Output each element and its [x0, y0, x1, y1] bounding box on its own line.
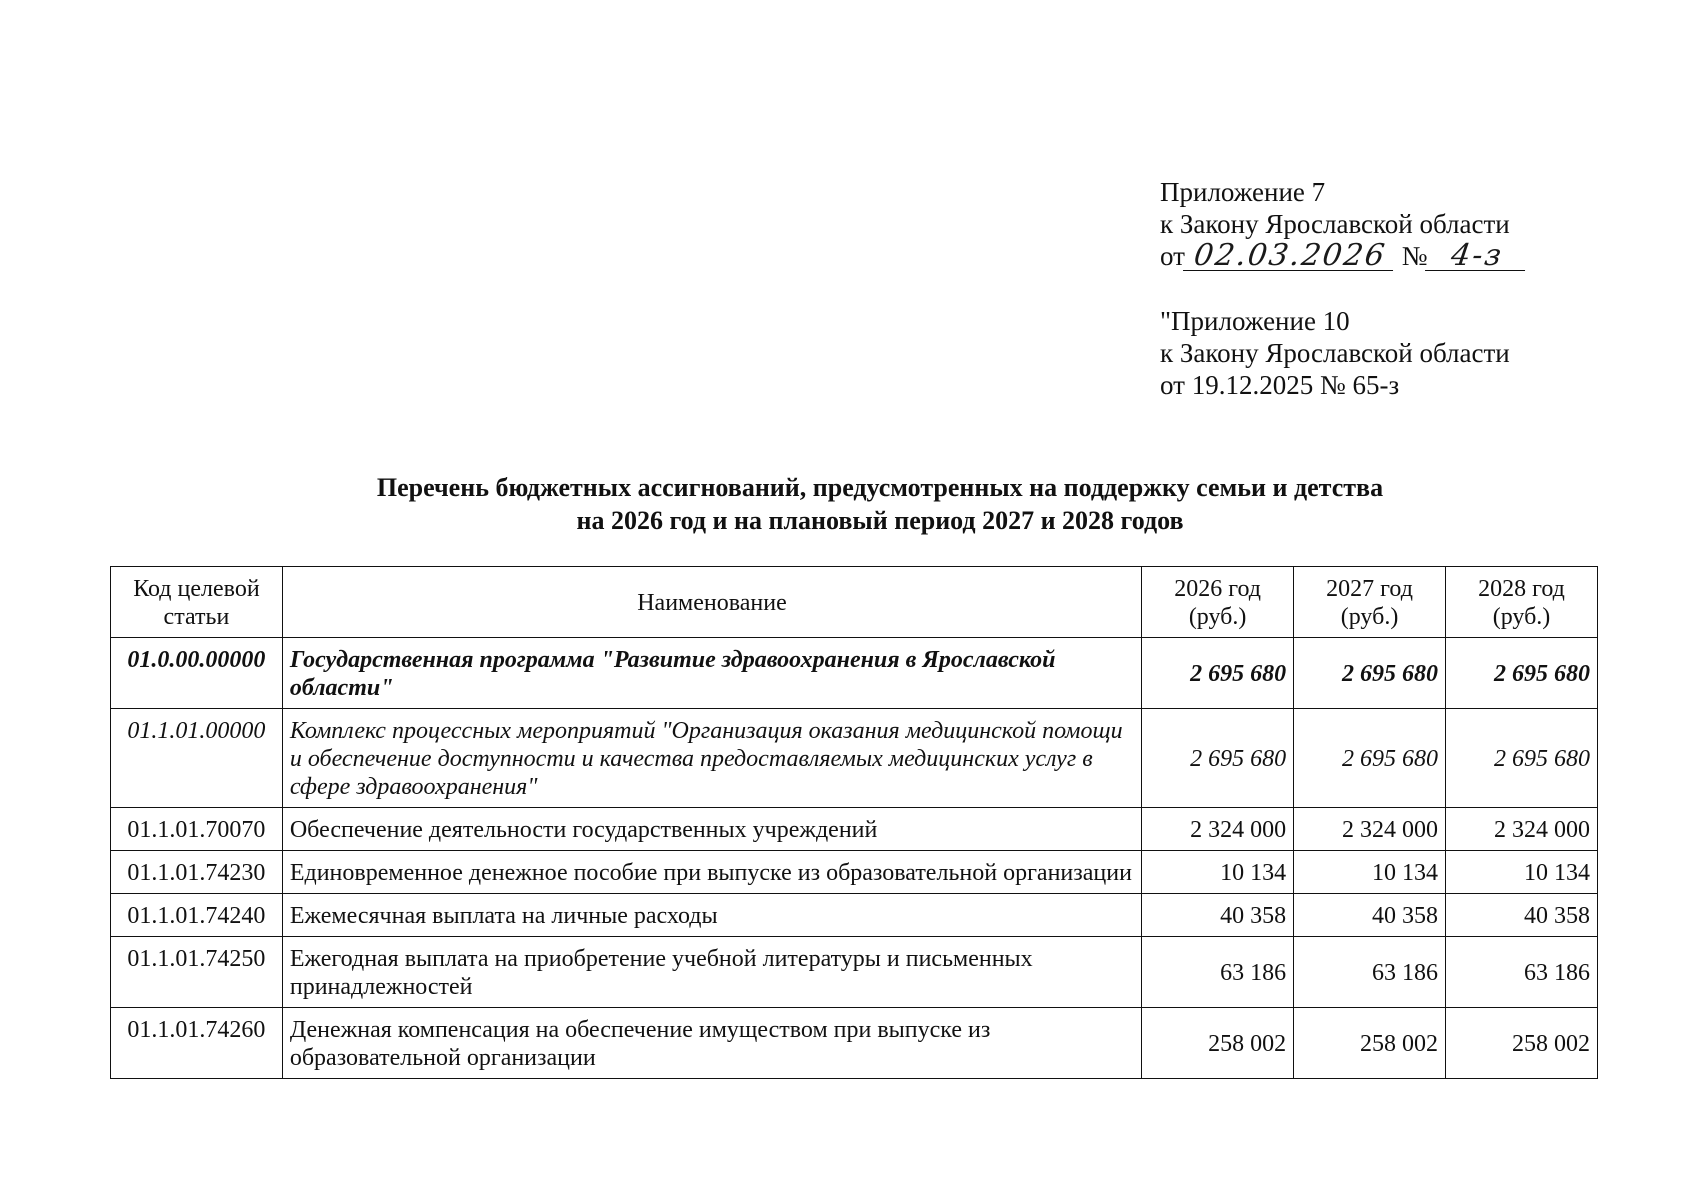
header-2028 — [1446, 567, 1598, 638]
header-2027-line2: (руб.) — [1340, 604, 1399, 630]
table-row — [111, 638, 1598, 709]
table-row — [111, 1008, 1598, 1079]
header-2028-line2: (руб.) — [1492, 604, 1551, 630]
cell-2027: 2 695 680 — [1294, 638, 1446, 709]
cell-2026: 2 695 680 — [1142, 709, 1294, 808]
cell-2028: 63 186 — [1446, 937, 1598, 1008]
amended-attachment-header — [1160, 305, 1510, 401]
cell-name: Обеспечение деятельности государственных учреждений — [282, 808, 1141, 851]
cell-code: 01.1.01.00000 — [111, 709, 283, 808]
header-code-line2: статьи — [163, 604, 230, 630]
cell-code: 01.0.00.00000 — [111, 638, 283, 709]
cell-2027: 2 324 000 — [1294, 808, 1446, 851]
cell-name: Денежная компенсация на обеспечение имуществом при выпуске из образовательной организации — [282, 1008, 1141, 1079]
cell-2026: 2 324 000 — [1142, 808, 1294, 851]
cell-2028: 10 134 — [1446, 851, 1598, 894]
handwritten-date: 02.03.2026 — [1183, 242, 1397, 271]
amended-attachment-law: к Закону Ярославской области — [1160, 338, 1510, 368]
header-2026-line2: (руб.) — [1188, 604, 1247, 630]
document-title-line2: на 2026 год и на плановый период 2027 и 2028 годов — [576, 506, 1184, 535]
cell-code: 01.1.01.74230 — [111, 851, 283, 894]
date-prefix: от — [1160, 241, 1185, 271]
cell-2026: 258 002 — [1142, 1008, 1294, 1079]
table-row — [111, 937, 1598, 1008]
attachment-title: Приложение 7 — [1160, 177, 1326, 207]
cell-2026: 63 186 — [1142, 937, 1294, 1008]
cell-2027: 40 358 — [1294, 894, 1446, 937]
cell-2026: 10 134 — [1142, 851, 1294, 894]
cell-2027: 2 695 680 — [1294, 709, 1446, 808]
table-row — [111, 709, 1598, 808]
attachment-header — [1160, 176, 1527, 272]
header-name: Наименование — [282, 567, 1141, 638]
header-2027 — [1294, 567, 1446, 638]
header-2026-line1: 2026 год — [1174, 576, 1261, 602]
table-header-row — [111, 567, 1598, 638]
attachment-law: к Закону Ярославской области — [1160, 209, 1510, 239]
cell-name: Ежегодная выплата на приобретение учебной литературы и письменных принадлежностей — [282, 937, 1141, 1008]
handwritten-number: 4-з — [1425, 242, 1529, 271]
cell-code: 01.1.01.74250 — [111, 937, 283, 1008]
budget-table — [110, 566, 1598, 1079]
cell-2027: 63 186 — [1294, 937, 1446, 1008]
cell-code: 01.1.01.74240 — [111, 894, 283, 937]
table-row — [111, 851, 1598, 894]
amended-attachment-date-number: от 19.12.2025 № 65-з — [1160, 370, 1400, 400]
cell-2028: 40 358 — [1446, 894, 1598, 937]
number-sign: № — [1401, 241, 1428, 271]
cell-code: 01.1.01.74260 — [111, 1008, 283, 1079]
header-2026 — [1142, 567, 1294, 638]
cell-2026: 2 695 680 — [1142, 638, 1294, 709]
cell-2026: 40 358 — [1142, 894, 1294, 937]
table-row — [111, 894, 1598, 937]
attachment-date-line — [1160, 240, 1527, 272]
cell-name: Государственная программа "Развитие здравоохранения в Ярославской области" — [282, 638, 1141, 709]
header-2028-line1: 2028 год — [1478, 576, 1565, 602]
amended-attachment-title: "Приложение 10 — [1160, 306, 1350, 336]
cell-name: Ежемесячная выплата на личные расходы — [282, 894, 1141, 937]
cell-name: Единовременное денежное пособие при выпуске из образовательной организации — [282, 851, 1141, 894]
document-title-line1: Перечень бюджетных ассигнований, предусмотренных на поддержку семьи и детства — [376, 473, 1384, 502]
table-row — [111, 808, 1598, 851]
cell-2027: 10 134 — [1294, 851, 1446, 894]
header-2027-line1: 2027 год — [1326, 576, 1413, 602]
cell-code: 01.1.01.70070 — [111, 808, 283, 851]
cell-2028: 2 695 680 — [1446, 638, 1598, 709]
header-code-line1: Код целевой — [133, 576, 260, 602]
cell-2028: 258 002 — [1446, 1008, 1598, 1079]
header-code — [111, 567, 283, 638]
cell-2027: 258 002 — [1294, 1008, 1446, 1079]
document-title — [0, 471, 1697, 537]
cell-name: Комплекс процессных мероприятий "Организация оказания медицинской помощи и обеспечение доступности и качества предоставляемых медицинских услуг в сфере здравоохранения" — [282, 709, 1141, 808]
cell-2028: 2 324 000 — [1446, 808, 1598, 851]
cell-2028: 2 695 680 — [1446, 709, 1598, 808]
